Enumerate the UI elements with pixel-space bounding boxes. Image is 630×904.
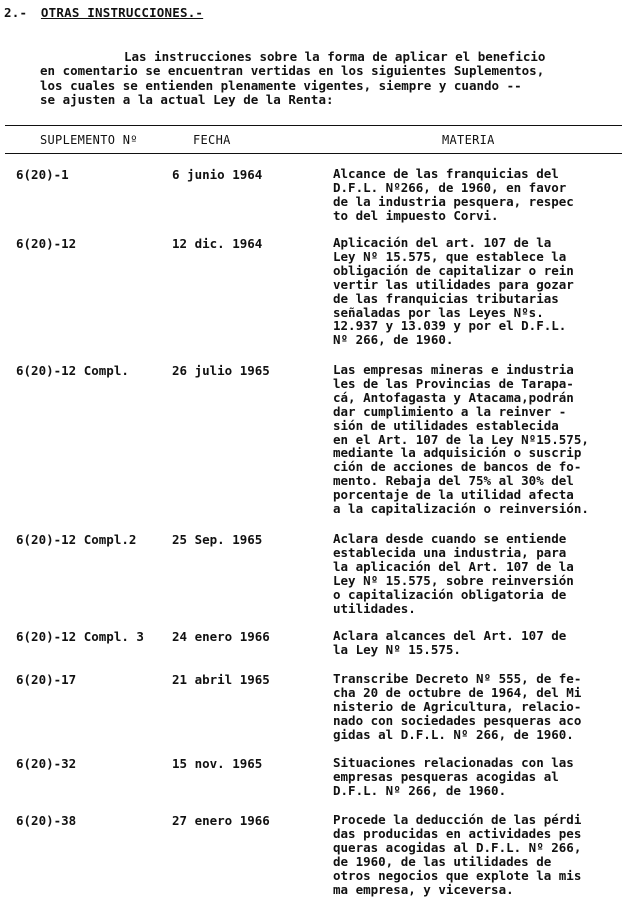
materia-line: señaladas por las Leyes Nºs. [333,304,544,320]
materia-line: Aplicación del art. 107 de la [333,235,552,250]
materia-line: sión de utilidades establecida [333,417,559,433]
materia-line: mento. Rebaja del 75% al 30% del [333,473,574,489]
suplemento-cell: 6(20)-17 [16,672,77,687]
fecha-cell: 12 dic. 1964 [172,236,263,251]
materia-cell [333,813,625,896]
suplemento-cell: 6(20)-38 [16,813,77,828]
materia-cell [333,167,625,223]
materia-line: das producidas en actividades pes [333,825,582,841]
materia-line: o capitalización obligatoria de [333,586,567,602]
materia-cell [333,756,625,798]
materia-line: ma empresa, y viceversa. [333,881,514,897]
column-header-fecha: FECHA [193,133,231,147]
materia-line: Ley Nº 15.575, que establece la [333,248,567,264]
materia-line: en el Art. 107 de la Ley Nº15.575, [333,431,589,447]
intro-line: Las instrucciones sobre la forma de aplicar el beneficio [124,49,546,64]
materia-line: D.F.L. Nº 266, de 1960. [333,782,507,798]
fecha-cell: 6 junio 1964 [172,167,263,182]
materia-line: de la industria pesquera, respec [333,193,574,209]
column-header-materia: MATERIA [442,133,495,147]
materia-line: nisterio de Agricultura, relacio- [333,698,582,714]
section-number: 2.- [4,5,28,20]
materia-line: la aplicación del Art. 107 de la [333,558,574,574]
materia-line: to del impuesto Corvi. [333,207,499,223]
materia-line: cha 20 de octubre de 1964, del Mi [333,684,582,700]
materia-line: queras acogidas al D.F.L. Nº 266, [333,839,582,855]
materia-line: Aclara desde cuando se entiende [333,531,567,546]
suplemento-cell: 6(20)-12 Compl. [16,363,129,378]
materia-line: vertir las utilidades para gozar [333,276,574,292]
table-header-rule [5,153,622,154]
table-top-rule [5,125,622,126]
suplemento-cell: 6(20)-1 [16,167,69,182]
fecha-cell: 24 enero 1966 [172,629,270,644]
materia-line: Las empresas mineras e industria [333,362,574,377]
materia-line: de 1960, de las utilidades de [333,853,552,869]
materia-line: obligación de capitalizar o rein [333,262,574,278]
materia-line: la Ley Nº 15.575. [333,641,461,657]
intro-line: en comentario se encuentran vertidas en los siguientes Suplementos, [40,63,545,79]
fecha-cell: 27 enero 1966 [172,813,270,828]
materia-line: Nº 266, de 1960. [333,332,454,348]
suplemento-cell: 6(20)-32 [16,756,77,771]
materia-line: mediante la adquisición o suscrip [333,445,582,461]
materia-line: de las franquicias tributarias [333,290,559,306]
fecha-cell: 21 abril 1965 [172,672,270,687]
materia-line: Aclara alcances del Art. 107 de [333,628,567,643]
materia-line: Alcance de las franquicias del [333,166,559,181]
column-header-suplemento: SUPLEMENTO Nº [40,133,138,147]
materia-line: establecida una industria, para [333,544,567,560]
materia-line: porcentaje de la utilidad afecta [333,487,574,503]
materia-cell [333,363,625,516]
materia-line: empresas pesqueras acogidas al [333,768,559,784]
materia-line: otros negocios que explote la mis [333,867,582,883]
materia-line: Procede la deducción de las pérdi [333,812,582,827]
intro-line: los cuales se entienden plenamente vigentes, siempre y cuando -- [40,77,522,93]
materia-cell [333,532,625,615]
section-heading [4,5,203,20]
materia-line: Ley Nº 15.575, sobre reinversión [333,572,574,588]
suplemento-cell: 6(20)-12 Compl.2 [16,532,137,547]
materia-line: utilidades. [333,600,416,616]
materia-line: les de las Provincias de Tarapa- [333,375,574,391]
materia-line: cá, Antofagasta y Atacama,podrán [333,389,574,405]
materia-line: D.F.L. Nº266, de 1960, en favor [333,179,567,195]
suplemento-cell: 6(20)-12 Compl. 3 [16,629,144,644]
intro-paragraph [40,50,620,108]
materia-line: dar cumplimiento a la reinver - [333,403,567,419]
materia-cell [333,236,625,347]
materia-cell [333,629,625,657]
materia-line: nado con sociedades pesqueras aco [333,712,582,728]
materia-line: Transcribe Decreto Nº 555, de fe- [333,671,582,686]
materia-line: 12.937 y 13.039 y por el D.F.L. [333,318,567,334]
fecha-cell: 25 Sep. 1965 [172,532,263,547]
materia-line: Situaciones relacionadas con las [333,755,574,770]
fecha-cell: 15 nov. 1965 [172,756,263,771]
materia-line: a la capitalización o reinversión. [333,501,589,517]
suplemento-cell: 6(20)-12 [16,236,77,251]
materia-line: ción de acciones de bancos de fo- [333,459,582,475]
materia-cell [333,672,625,742]
section-title: OTRAS INSTRUCCIONES.- [40,5,204,20]
materia-line: gidas al D.F.L. Nº 266, de 1960. [333,726,574,742]
intro-line: se ajusten a la actual Ley de la Renta: [40,92,334,108]
fecha-cell: 26 julio 1965 [172,363,270,378]
